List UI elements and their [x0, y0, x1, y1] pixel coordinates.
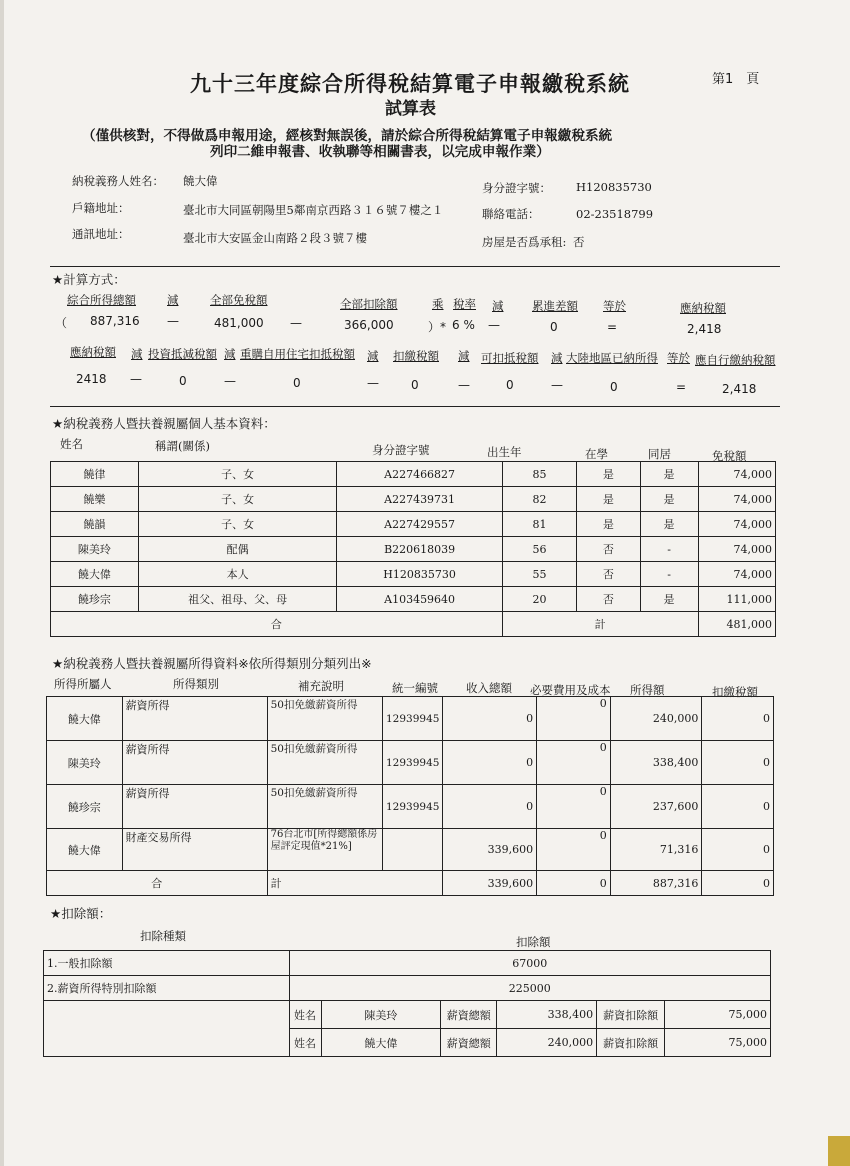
cell-revenue: 0 [443, 785, 537, 829]
deduction-table [43, 950, 771, 1057]
cell-exemption: 74,000 [698, 512, 776, 537]
calc-close-paren-times: ）* [428, 320, 447, 334]
cell-note: 50扣免繳薪資所得 [267, 785, 382, 829]
calc-op-1: — [167, 314, 179, 328]
table-row [47, 785, 774, 829]
cell-note: 50扣免繳薪資所得 [267, 697, 382, 741]
cell-cost: 0 [537, 785, 611, 829]
taxpayer-id: H120835730 [576, 180, 652, 194]
cell-income: 237,600 [610, 785, 702, 829]
calc-label-times: 乘 [432, 297, 444, 311]
exemption-total: 481,000 [698, 612, 776, 637]
notice-line-2: 列印二維申報書、收執聯等相關書表，以完成申報作業） [210, 144, 550, 160]
deduction-amount: 67000 [289, 951, 770, 976]
col-header-birth-year: 出生年 [487, 445, 522, 459]
table-row [44, 1001, 771, 1029]
table-row [44, 951, 771, 976]
deduction-type: 2.薪資所得特別扣除額 [44, 976, 290, 1001]
income-col-withholding: 扣繳稅額 [712, 685, 758, 699]
cell-revenue: 339,600 [443, 829, 537, 871]
cell-exemption: 74,000 [698, 487, 776, 512]
mail-address: 臺北市大安區金山南路２段３號７樓 [183, 231, 367, 245]
cell-id: A103459640 [337, 587, 502, 612]
cell-revenue: 0 [443, 741, 537, 785]
total-label-cell [267, 871, 443, 896]
page-number: 第1 頁 [712, 72, 760, 87]
cell-in-school: 是 [577, 512, 640, 537]
salary-person-name: 饒大偉 [321, 1029, 441, 1057]
cell-type: 薪資所得 [122, 785, 267, 829]
calc-value-exemptions: 481,000 [214, 316, 264, 330]
cell-cost: 0 [537, 697, 611, 741]
table-row [51, 537, 776, 562]
calc2-label-rebuy-credit: 重購自用住宅扣抵稅額 [240, 347, 355, 361]
cell-tax-id [383, 829, 443, 871]
table-row [44, 976, 771, 1001]
cell-revenue: 0 [443, 697, 537, 741]
divider [50, 266, 780, 267]
cell-name: 饒樂 [51, 487, 139, 512]
cell-birth-year: 85 [502, 462, 577, 487]
taxpayer-name-label: 納稅義務人姓名： [72, 174, 164, 188]
table-total-row [47, 871, 774, 896]
cell-tax-id: 12939945 [383, 741, 443, 785]
blank-cell [44, 1001, 290, 1057]
deduction-col-amount: 扣除額 [516, 935, 551, 949]
name-label: 姓名 [289, 1001, 321, 1029]
salary-total-label: 薪資總額 [441, 1029, 497, 1057]
cell-name: 饒珍宗 [51, 587, 139, 612]
calc2-op-equals: = [676, 380, 687, 394]
calc-value-gross-income: 887,316 [90, 314, 140, 328]
cell-tax-id: 12939945 [383, 785, 443, 829]
salary-total: 338,400 [497, 1001, 597, 1029]
table-row [51, 462, 776, 487]
calc-op-3: — [488, 318, 500, 332]
calc2-label-self-pay: 應自行繳納稅額 [695, 353, 776, 367]
total-label-cell [502, 612, 698, 637]
income-col-tax-id: 統一編號 [392, 681, 438, 695]
calc-label-gross-income: 綜合所得總額 [67, 293, 136, 307]
cell-birth-year: 56 [502, 537, 577, 562]
calc2-label-minus-3: 減 [367, 349, 379, 363]
dependents-table [50, 461, 776, 637]
cell-birth-year: 82 [502, 487, 577, 512]
total-label-1: 合 [270, 618, 282, 631]
calc2-label-creditable-tax: 可扣抵稅額 [481, 351, 539, 365]
cell-relation: 子、女 [138, 487, 337, 512]
table-row [51, 562, 776, 587]
income-heading: ★納稅義務人暨扶養親屬所得資料※依所得類別分類列出※ [52, 656, 372, 671]
cell-in-school: 是 [577, 462, 640, 487]
calc-value-tax-payable: 2,418 [687, 322, 722, 336]
total-label-2: 計 [594, 618, 606, 631]
calc2-label-withholding: 扣繳稅額 [393, 349, 439, 363]
calc-label-tax-payable: 應納稅額 [680, 301, 726, 315]
cell-name: 饒大偉 [51, 562, 139, 587]
cell-cost: 0 [537, 829, 611, 871]
income-col-type: 所得類別 [173, 677, 219, 691]
corner-tab [828, 1136, 850, 1166]
salary-total-label: 薪資總額 [441, 1001, 497, 1029]
cell-income: 338,400 [610, 741, 702, 785]
calc2-value-withholding: 0 [411, 378, 419, 392]
salary-deduction-label: 薪資扣除額 [597, 1029, 665, 1057]
cell-owner: 陳美玲 [47, 741, 123, 785]
total-cost: 0 [537, 871, 611, 896]
calc2-value-rebuy-credit: 0 [293, 376, 301, 390]
cell-birth-year: 20 [502, 587, 577, 612]
income-col-cost: 必要費用及成本 [530, 683, 611, 697]
calc2-label-minus-5: 減 [551, 351, 563, 365]
cell-income: 240,000 [610, 697, 702, 741]
notice-line-1: （僅供核對，不得做爲申報用途，經核對無誤後，請於綜合所得稅結算電子申報繳稅系統 [82, 128, 613, 144]
cell-relation: 配偶 [138, 537, 337, 562]
cell-relation: 子、女 [138, 462, 337, 487]
cell-id: A227439731 [337, 487, 502, 512]
total-revenue: 339,600 [443, 871, 537, 896]
salary-total: 240,000 [497, 1029, 597, 1057]
taxpayer-name: 饒大偉 [183, 174, 218, 188]
table-row [51, 487, 776, 512]
total-label-2: 計 [270, 877, 282, 890]
calc2-value-self-pay: 2,418 [722, 382, 757, 396]
col-header-relation: 稱謂(關係) [155, 439, 210, 453]
name-label: 姓名 [289, 1029, 321, 1057]
cell-owner: 饒珍宗 [47, 785, 123, 829]
calc2-label-mainland-paid: 大陸地區已納所得 [566, 351, 658, 365]
total-label-1: 合 [151, 877, 163, 890]
cell-id: A227429557 [337, 512, 502, 537]
rent-label: 房屋是否爲承租: [482, 235, 567, 249]
income-col-income: 所得額 [630, 683, 665, 697]
income-col-note: 補充說明 [298, 679, 344, 693]
calc2-value-investment-credit: 0 [179, 374, 187, 388]
table-row [47, 697, 774, 741]
calc-value-progressive-diff: 0 [550, 320, 558, 334]
dependents-heading: ★納稅義務人暨扶養親屬個人基本資料： [52, 416, 276, 431]
cell-withholding: 0 [702, 785, 774, 829]
income-table [46, 696, 774, 896]
calc2-op-5: — [551, 378, 563, 392]
deduction-amount: 225000 [289, 976, 770, 1001]
cell-in-school: 否 [577, 587, 640, 612]
cell-relation: 祖父、祖母、父、母 [138, 587, 337, 612]
cell-note: 50扣免繳薪資所得 [267, 741, 382, 785]
calc2-value-mainland-paid: 0 [610, 380, 618, 394]
col-header-cohabit: 同居 [648, 447, 671, 461]
calc-heading: ★計算方式： [52, 272, 126, 287]
cell-cohabit: 是 [640, 487, 698, 512]
calc-value-tax-rate: 6 % [452, 318, 475, 332]
cell-in-school: 否 [577, 562, 640, 587]
cell-birth-year: 55 [502, 562, 577, 587]
cell-name: 饒律 [51, 462, 139, 487]
cell-type: 薪資所得 [122, 741, 267, 785]
cell-relation: 子、女 [138, 512, 337, 537]
calc2-op-4: — [458, 378, 470, 392]
calc-label-tax-rate: 稅率 [453, 297, 476, 311]
calc2-value-tax-payable: 2418 [76, 372, 107, 386]
taxpayer-id-label: 身分證字號： [482, 181, 551, 195]
deduction-col-type: 扣除種類 [140, 929, 186, 943]
cell-income: 71,316 [610, 829, 702, 871]
calc2-label-equals: 等於 [667, 351, 690, 365]
cell-cohabit: - [640, 537, 698, 562]
calc2-label-minus-2: 減 [224, 347, 236, 361]
col-header-in-school: 在學 [585, 447, 608, 461]
cell-in-school: 否 [577, 537, 640, 562]
cell-cohabit: 是 [640, 587, 698, 612]
salary-deduction: 75,000 [665, 1029, 771, 1057]
cell-id: B220618039 [337, 537, 502, 562]
salary-person-name: 陳美玲 [321, 1001, 441, 1029]
calc-label-progressive-diff: 累進差額 [532, 299, 578, 313]
cell-note: 76台北市[所得總額係房屋評定現值*21%] [267, 829, 382, 871]
cell-cohabit: 是 [640, 462, 698, 487]
cell-cohabit: 是 [640, 512, 698, 537]
phone-label: 聯絡電話： [482, 207, 540, 221]
cell-exemption: 74,000 [698, 462, 776, 487]
cell-cost: 0 [537, 741, 611, 785]
income-col-owner: 所得所屬人 [54, 677, 112, 691]
table-row [47, 741, 774, 785]
total-label [51, 612, 503, 637]
cell-withholding: 0 [702, 829, 774, 871]
calc2-op-3: — [367, 376, 379, 390]
deduction-type: 1.一般扣除額 [44, 951, 290, 976]
table-row [47, 829, 774, 871]
calc-op-equals: = [607, 320, 618, 334]
address: 臺北市大同區朝陽里5鄰南京西路３１６號７樓之１ [183, 203, 444, 217]
calc2-value-creditable-tax: 0 [506, 378, 514, 392]
cell-exemption: 74,000 [698, 537, 776, 562]
salary-deduction-label: 薪資扣除額 [597, 1001, 665, 1029]
phone: 02-23518799 [576, 207, 654, 221]
cell-in-school: 是 [577, 487, 640, 512]
mail-address-label: 通訊地址： [72, 227, 130, 241]
calc-label-deductions: 全部扣除額 [340, 297, 398, 311]
calc2-label-minus-1: 減 [131, 347, 143, 361]
calc-label-exemptions: 全部免稅額 [210, 293, 268, 307]
income-col-revenue: 收入總額 [466, 681, 512, 695]
rent-value: 否 [573, 235, 585, 249]
address-label: 戶籍地址： [72, 201, 130, 215]
total-label-cell [47, 871, 268, 896]
cell-birth-year: 81 [502, 512, 577, 537]
cell-type: 財產交易所得 [122, 829, 267, 871]
document-title: 九十三年度綜合所得稅結算電子申報繳稅系統 [190, 72, 630, 96]
table-row [51, 512, 776, 537]
cell-exemption: 111,000 [698, 587, 776, 612]
table-row [51, 587, 776, 612]
calc2-label-investment-credit: 投資抵減稅額 [148, 347, 217, 361]
calc-label-minus-2: 減 [492, 299, 504, 313]
cell-id: A227466827 [337, 462, 502, 487]
calc2-op-2: — [224, 374, 236, 388]
divider [50, 406, 780, 407]
cell-owner: 饒大偉 [47, 697, 123, 741]
calc-open-paren: （ [55, 316, 68, 330]
cell-cohabit: - [640, 562, 698, 587]
total-income: 887,316 [610, 871, 702, 896]
col-header-id: 身分證字號 [372, 443, 430, 457]
table-total-row [51, 612, 776, 637]
cell-id: H120835730 [337, 562, 502, 587]
cell-owner: 饒大偉 [47, 829, 123, 871]
calc-op-2: — [290, 316, 302, 330]
cell-name: 陳美玲 [51, 537, 139, 562]
salary-deduction: 75,000 [665, 1001, 771, 1029]
cell-type: 薪資所得 [122, 697, 267, 741]
cell-relation: 本人 [138, 562, 337, 587]
calc2-op-1: — [130, 372, 142, 386]
total-withholding: 0 [702, 871, 774, 896]
cell-withholding: 0 [702, 741, 774, 785]
cell-tax-id: 12939945 [383, 697, 443, 741]
col-header-exemption: 免稅額 [712, 449, 747, 463]
calc-value-deductions: 366,000 [344, 318, 394, 332]
cell-name: 饒韻 [51, 512, 139, 537]
calc2-label-tax-payable: 應納稅額 [70, 345, 116, 359]
calc2-label-minus-4: 減 [458, 349, 470, 363]
calc-label-equals: 等於 [603, 299, 626, 313]
scan-edge [0, 0, 4, 1166]
document-subtitle: 試算表 [385, 99, 436, 119]
deduction-heading: ★扣除額： [50, 906, 112, 921]
col-header-name: 姓名 [60, 437, 83, 451]
cell-exemption: 74,000 [698, 562, 776, 587]
cell-withholding: 0 [702, 697, 774, 741]
calc-label-minus: 減 [167, 293, 179, 307]
